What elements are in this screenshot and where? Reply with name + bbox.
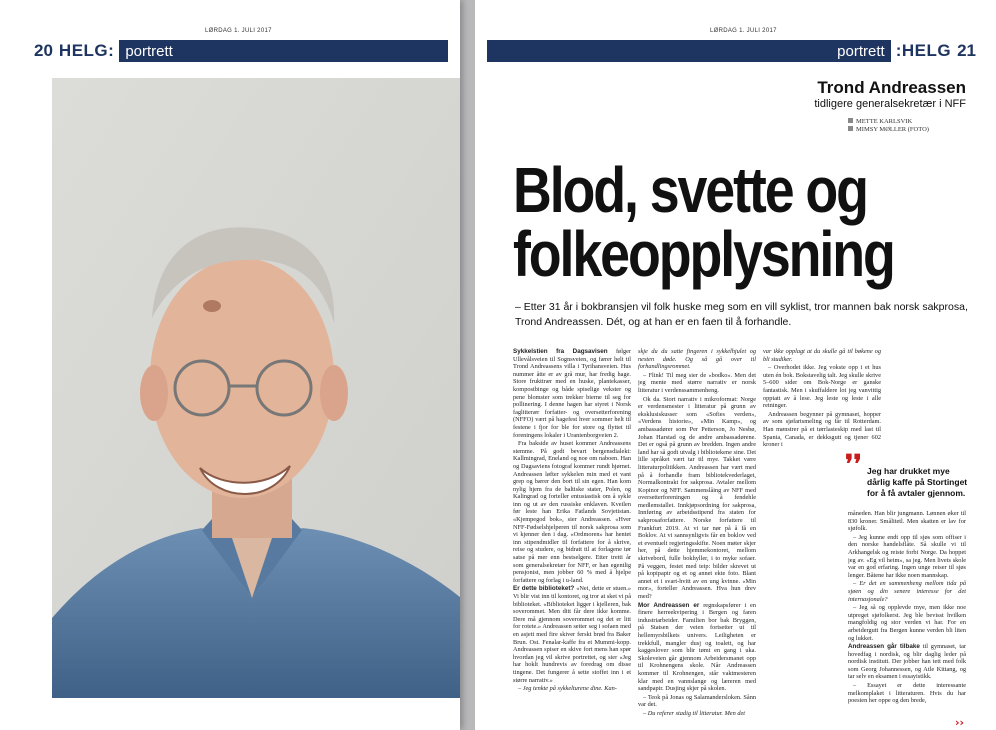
credit-writer: METTE KARLSVIK xyxy=(848,118,929,126)
paragraph: Andreassen begynner på gymnaset, hopper av som sjøfartsmeling og får til Rotterdam. Han mønstrer på et tørrlasteskip med last til Spania, Canada, er dekksgutt og tjener 602 kroner i xyxy=(763,410,881,449)
paragraph-lead: Andreassen går tilbake xyxy=(848,643,920,651)
paragraph: – Er det en sammenheng mellom tida på sjøen og din senere interesse for det internasjonale? xyxy=(848,580,966,603)
paragraph: – Du referer stadig til litteratur. Men det xyxy=(643,709,746,717)
credit-photographer: MIMSY MØLLER (FOTO) xyxy=(848,126,929,134)
ingress: – Etter 31 år i bokbransjen vil folk huske meg som en vill syklist, tror mannen bak norsk sakprosa, Trond Andreassen. Dét, og at han er en faen til å forhandle. xyxy=(515,301,968,328)
pull-quote: ❜❜ Jeg har drukket mye dårlig kaffe på Stortinget for å få avtaler gjennom. xyxy=(845,450,968,498)
headline-line: folkeopplysning xyxy=(513,218,894,290)
paragraph: Fra bakside av huset kommer Andreassens stemme. På godt bevart bergensdialekt: Kallmingrad, Eneland og noe om naboen. Han og Dagsaviens fotograf kommer rundt hjørnet. Andreassen løfter sykkelen min med et vant grep og bærer den bort til sin egen. Han kom nylig hjem fra de baltiske stater, Polen, og Kalingrad og forteller entusiastisk om å sykle inn og ut av den russiske enklaven. Kveilen før leste han Erika Fatlands Sovjetistan. «Kjempegod bok», sier Andreassen. «Hver NFF-Fødselshjelperen til norsk sakprosa som vi kjenner den i dag. «Ordmoren» har hentet inn stipendmidler til forfattere for å skrive, reise og studere, og bidratt til at forlagene tør satse på mer enn bestselgere. Etter tretti år som generalsekretær for NFF, er han egentlig pensjonist, men jobber 60 % med å hjelpe forfattere og forlag i u-land. xyxy=(513,440,631,584)
section-name: portrett xyxy=(125,42,173,60)
section-bar xyxy=(487,40,982,62)
paragraph: – Teok på Jonas og Salamandersloken. Sånn var det. xyxy=(638,693,756,709)
paragraph: var ikke opplagt at du skulle gå til bøkene og bli studiker. xyxy=(763,348,881,363)
dateline: LØRDAG 1. JULI 2017 xyxy=(710,28,777,34)
section-helg: HELG: xyxy=(58,41,115,60)
body-column: måneden. Han blir jungmann. Lønnen øker til 830 kroner. Smålitetl. Men skatten er lav for sjøfolk. – Jeg kunne endt opp til sjøs som offiser i den norske handelsflåte. Så skulle vi til Arkhangelsk og reiste forbi Norge. Da hoppet jeg av. «Eg vil heim», sa jeg. Men livets skole var en god erfaring. Ingen unge reiser til sjøs lenger. Båtene har ikke noen mannskap. – Er det en sammenheng mellom tida på sjøen og din senere interesse for det internasjonale? – Jeg så og opplevde mye, men ikke noe utpreget sjøfolkerst. Jeg ble bevisst hvilken mangfoldig og stor verden vi har. For en arbeidergutt fra Bergen kunne verden bli liten og lukket. Andreassen går tilbake til gymnaset, tar hovedfag i nordisk, og blir daglig leder på nordisk institutt. Der jobber han tett med folk som Georg Johannessen, og Atle Kittang, og tar selv en eksamen i essayistikk. – Essayet er dette interessante melkomplaket i litteraturen. Hvis du har poesien her oppe og den brede, xyxy=(848,510,966,705)
page-number-tab xyxy=(28,40,119,62)
right-page xyxy=(475,0,996,730)
quote-mark-icon: ❜❜ xyxy=(845,450,862,480)
paragraph: – Overhodet ikke. Jeg vokste opp i et hus uten én bok. Bokstavelig talt. Jeg skulle skrive 5–600 sider om Bok-Norge er ganske fantastisk. Men i skuffaldere lot jeg vanvittig opptatt av å lese. Jeg leste og leste i alle retninger. xyxy=(763,364,881,410)
left-page xyxy=(0,0,460,730)
body-column: Sykkelstien fra Dagsavisen følger Ullevålsveien til Sognsveien, og færer helt til Trond Andreassens villa i Tyrihansveien. Hus nummer åtte er av grå mur, har fredig hage. Store frukttrær med en huske, plantekasser, kompostbinge og både spiselige vekster og pene blomster som trekker bierne til seg for pollinering. I denne hagen har styret i Norsk faglitterær forfatter- og oversetterforening (NFFO) vært på hagefest hver sommer helt til festene i fjor for ble for store og flyttet til foreningens lokaler i Uranienborgveien 2. Fra bakside av huset kommer Andreassens stemme. På godt bevart bergensdialekt: Kallmingrad, Eneland og noe om naboen. Han og Dagsaviens fotograf kommer rundt hjørnet. Andreassen løfter sykkelen min med et vant grep og bærer den bort til sin egen. Han kom nylig hjem fra de baltiske stater, Polen, og Kalingrad og forteller entusiastisk om å sykle inn og ut av den russiske enklaven. Kveilen før leste han Erika Fatlands Sovjetistan. «Kjempegod bok», sier Andreassen. «Hver NFF-Fødselshjelperen til norsk sakprosa som vi kjenner den i dag. «Ordmoren» har hentet inn stipendmidler til forfattere for å skrive, reise og studere, og bidratt til at forlagene tør satse på mer enn bestselgere. Etter tretti år som generalsekretær for NFF, er han egentlig pensjonist, men jobber 60 % med å hjelpe forfattere og forlag i u-land. Er dette biblioteket? «Nei, dette er stuen.» Vi blir vist inn til kontoret, og tror at sket vi på biblioteket. «Biblioteket ligger i kjelleren, bak soverommet. Men ditt får dere ikke komme. Dere må gjennom soverommet og det er litt for rotete.» Andreassen setter seg i sofaen med en asjett med fire skiver ferskt brød fra Baker Brun. Ost. Fenalar-kaffe fra et Mummi-kopp. Andreassen spiser en skive fort mens han spør hvordan jeg vil skrive portrettet, og sier «Jeg har hoklt hundrevis av foredrag om disse tingene. Det fungerer å sette stoffet inn i et større narrativ.» – Jeg tenkte på sykkelturene dine. Kan- xyxy=(513,348,631,693)
paragraph-lead: Er dette biblioteket? xyxy=(513,585,575,593)
page-number: 20 xyxy=(34,41,53,60)
person-name: Trond Andreassen xyxy=(817,78,966,97)
dateline: LØRDAG 1. JULI 2017 xyxy=(205,28,272,34)
section-name: portrett xyxy=(837,42,885,60)
headline-line: Blod, svette og xyxy=(513,154,867,226)
paragraph: Ok da. Stort narrativ i mikroformat: Norge er verdensmester i litteratur på grunn av eksklusiskusser som «Sofies verden», «Verdens historie», «Min Kamp», og ambassadører som Per Petterson, Jo Nesbø, Johan Harstad og de andre ambassadørene. Det er også på grunn av bredden. Ingen andre land har så godt utvalg i bibliotekene sine. Det lille språket vært tar til mye. Takket være litteraturpolitikken. Andreassen har vært med på å forhandle fram bibliotekvederlaget, Normalkontrakt for sakprosa. Avtaler mellom Kopinor og NFF. Sammenslåing av NFF med oversetterforeningen og å fendehle medlemstallet. Innkjøpsordning for sakprosa, Innføring av arbeidsstipend fra staten for sakprosaforfattere. Norske forfattere til Frankfurt 2019. At vi tar nør på å få en Boklov. At vi sannsynligvis får en boklov ved et eventuelt regjeringsskifte. Noen møter skjer her, på dette hjemmekontoret, mellom skrivebord, fulle bokhyller, i to myke sofaer. På veggen, festet med teip: bilder skrevet ut på kopipapir og et og annet ekte foto. Blant annet et i svart-hvitt av en ung kvinne. «Min mor», forteller Andreassen. Hva hun drev med? xyxy=(638,395,756,600)
body-column: skje du du satte fingeren i sykkelhjulet og nesten døde. Og så gå over til forhandlingsrommet. – Flink! Til meg sier de «bodko». Men det jeg mente med større narrativ er norsk litteratur i verdenssammenheng. Ok da. Stort narrativ i mikroformat: Norge er verdensmester i litteratur på grunn av eksklusiskusser som «Sofies verden», «Verdens historie», «Min Kamp», og ambassadører som Per Petterson, Jo Nesbø, Johan Harstad og de andre ambassadørene. Det er også på grunn av bredden. Ingen andre land har så godt utvalg i bibliotekene sine. Det lille språket vært tar til mye. Takket være litteraturpolitikken. Andreassen har vært med på å forhandle fram bibliotekvederlaget, Normalkontrakt for sakprosa. Avtaler mellom Kopinor og NFF. Sammenslåing av NFF med oversetterforeningen og å fendehle medlemstallet. Innkjøpsordning for sakprosa, Innføring av arbeidsstipend fra staten for sakprosaforfattere. Norske forfattere til Frankfurt 2019. At vi tar nør på å få en Boklov. At vi sannsynligvis får en boklov ved et eventuelt regjeringsskifte. Noen møter skjer her, på dette hjemmekontoret, mellom skrivebord, fulle bokhyller, i to myke sofaer. På veggen, festet med teip: bilder skrevet ut på kopipapir og et og annet ekte foto. Blant annet et i svart-hvitt av en ung kvinne. «Min mor», forteller Andreassen. Hva hun drev med? Mor Andreassen er regnskapsfører i en finere herreekvipering i Bergen og faren industriarbeider. Familien bor bak Bryggen, på Statsen der veien fortsetter ut til hellemyrsbilkets univers. Leiligheten er trekkfull, mangler dusj og toalett, og har kaggeslover som blir tømt en gang i uka. Skoleveien går gjennom Arbeidersmanet opp til Krohnengens skole. Når Andreassen kommer til Krohnengen, står vaktmesteren klar med en vannslange og læreren med sandpapir. Dusjing skjer på skolen. – Teok på Jonas og Salamandersloken. Sånn var det. – Du referer stadig til litteratur. Men det xyxy=(638,348,756,717)
section-helg: :HELG xyxy=(895,41,952,60)
headline xyxy=(513,154,908,290)
portrait-photo xyxy=(52,78,460,698)
page-number: 21 xyxy=(957,41,976,60)
page-number-tab xyxy=(891,40,982,62)
paragraph: – Jeg så og opplevde mye, men ikke noe utpreget sjøfolkerst. Jeg ble bevisst hvilken mangfoldig og stor verden vi har. For en arbeidergutt fra Bergen kunne verden bli liten og lukket. xyxy=(848,604,966,642)
portrait-illustration xyxy=(52,78,460,698)
paragraph-lead: Sykkelstien fra Dagsavisen xyxy=(513,348,608,355)
continue-arrow-icon: ›› xyxy=(955,716,965,729)
paragraph: – Jeg tenkte på sykkelturene dine. Kan- xyxy=(518,685,617,693)
paragraph: måneden. Han blir jungmann. Lønnen øker til 830 kroner. Smålitetl. Men skatten er lav for sjøfolk. xyxy=(848,510,966,533)
section-bar xyxy=(28,40,448,62)
person-header xyxy=(814,78,966,110)
person-role: tidligere generalsekretær i NFF xyxy=(814,98,966,110)
credits xyxy=(848,118,929,134)
paragraph-lead: Mor Andreassen er xyxy=(638,601,700,609)
paragraph: – Essayet er dette interessante melkomplaket i litteraturen. Hvis du har poesien her oppe og den brede, xyxy=(848,682,966,705)
paragraph: – Jeg kunne endt opp til sjøs som offiser i den norske handelsflåte. Så skulle vi til Arkhangelsk og reiste forbi Norge. Da hoppet jeg av. «Eg vil heim», sa jeg. Men livets skole var en god erfaring. Ingen unge reiser til sjøs lenger. Båtene har ikke noen mannskap. xyxy=(848,533,966,579)
paragraph: – Flink! Til meg sier de «bodko». Men det jeg mente med større narrativ er norsk litteratur i verdenssammenheng. xyxy=(638,371,756,394)
paragraph: skje du du satte fingeren i sykkelhjulet og nesten døde. Og så gå over til forhandlingsrommet. xyxy=(638,348,756,371)
